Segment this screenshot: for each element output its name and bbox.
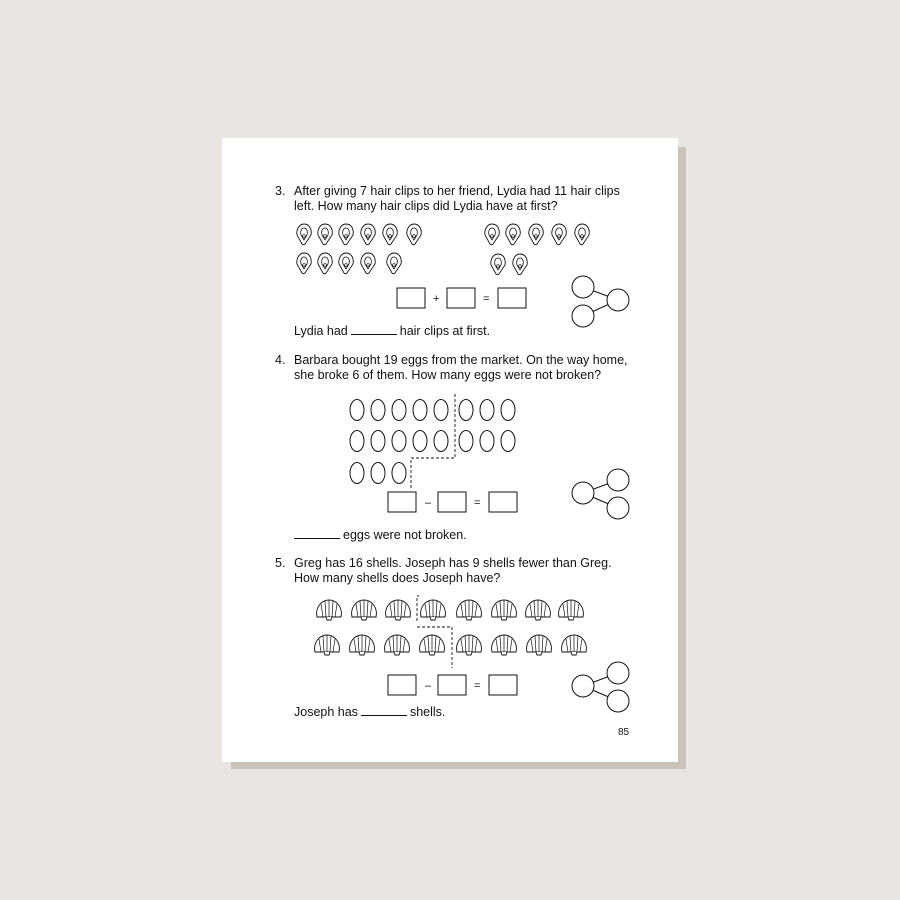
shell-icon bbox=[421, 600, 446, 620]
shell-icon bbox=[352, 600, 377, 620]
shell-icon bbox=[526, 600, 551, 620]
answer-box bbox=[489, 675, 517, 695]
answer-box bbox=[388, 675, 416, 695]
hair-clip-icon bbox=[318, 253, 332, 274]
egg-icon bbox=[434, 400, 448, 421]
hair-clip-icon bbox=[339, 253, 353, 274]
shell-icon bbox=[492, 635, 517, 655]
equals-sign: = bbox=[483, 293, 490, 305]
shell-icon bbox=[315, 635, 340, 655]
shell-icon bbox=[420, 635, 445, 655]
answer-blank[interactable] bbox=[351, 323, 397, 335]
shell-icon bbox=[350, 635, 375, 655]
answer-suffix: eggs were not broken. bbox=[343, 528, 467, 542]
number-bond-diagram bbox=[572, 276, 629, 327]
hair-clip-icon bbox=[339, 224, 353, 245]
minus-sign: – bbox=[425, 680, 432, 692]
hair-clip-icon bbox=[513, 254, 527, 275]
answer-blank[interactable] bbox=[361, 704, 407, 716]
egg-icon bbox=[434, 431, 448, 452]
page-number: 85 bbox=[618, 727, 630, 738]
egg-icon bbox=[413, 431, 427, 452]
egg-icon bbox=[350, 431, 364, 452]
equation-q4 bbox=[388, 492, 517, 512]
egg-icon bbox=[480, 400, 494, 421]
answer-box bbox=[489, 492, 517, 512]
shell-icon bbox=[559, 600, 584, 620]
hair-clip-group-right bbox=[485, 224, 589, 275]
hair-clip-icon bbox=[318, 224, 332, 245]
hair-clip-icon bbox=[297, 253, 311, 274]
egg-icon bbox=[392, 431, 406, 452]
egg-icon bbox=[350, 463, 364, 484]
hair-clip-icon bbox=[529, 224, 543, 245]
answer-blank[interactable] bbox=[294, 527, 340, 539]
hair-clip-icon bbox=[485, 224, 499, 245]
minus-sign: – bbox=[425, 497, 432, 509]
shell-icon bbox=[457, 600, 482, 620]
egg-icon bbox=[371, 431, 385, 452]
answer-line-q4 bbox=[294, 527, 467, 542]
hair-clip-icon bbox=[387, 253, 401, 274]
hair-clip-icon bbox=[361, 224, 375, 245]
egg-group bbox=[350, 400, 515, 484]
shell-icon bbox=[527, 635, 552, 655]
egg-icon bbox=[371, 463, 385, 484]
question-text: Greg has 16 shells. Joseph has 9 shells fewer than Greg. How many shells does Joseph have? bbox=[294, 556, 612, 585]
answer-prefix: Joseph has bbox=[294, 705, 358, 719]
hair-clip-icon bbox=[575, 224, 589, 245]
hair-clip-icon bbox=[361, 253, 375, 274]
answer-box bbox=[388, 492, 416, 512]
worksheet-page bbox=[222, 138, 678, 762]
answer-box bbox=[397, 288, 425, 308]
question-text: Barbara bought 19 eggs from the market. On the way home, she broke 6 of them. How many eggs were not broken? bbox=[294, 353, 628, 382]
hair-clip-icon bbox=[506, 224, 520, 245]
hair-clip-icon bbox=[407, 224, 421, 245]
shell-icon bbox=[562, 635, 587, 655]
answer-suffix: hair clips at first. bbox=[399, 324, 491, 338]
plus-sign: + bbox=[433, 293, 440, 305]
question-number: 4. bbox=[275, 353, 286, 367]
shell-icon bbox=[317, 600, 342, 620]
hair-clip-icon bbox=[383, 224, 397, 245]
hair-clip-icon bbox=[552, 224, 566, 245]
egg-icon bbox=[371, 400, 385, 421]
question-number: 5. bbox=[275, 556, 286, 570]
answer-line-q5 bbox=[294, 704, 445, 719]
equals-sign: = bbox=[474, 680, 481, 692]
answer-prefix: Lydia had bbox=[294, 324, 348, 338]
equation-q5 bbox=[388, 675, 517, 695]
egg-icon bbox=[392, 463, 406, 484]
egg-icon bbox=[413, 400, 427, 421]
egg-icon bbox=[501, 400, 515, 421]
hair-clip-icon bbox=[297, 224, 311, 245]
egg-icon bbox=[350, 400, 364, 421]
answer-suffix: shells. bbox=[409, 705, 446, 719]
egg-icon bbox=[459, 400, 473, 421]
shell-icon bbox=[386, 600, 411, 620]
egg-icon bbox=[459, 431, 473, 452]
shell-icon bbox=[492, 600, 517, 620]
equals-sign: = bbox=[474, 497, 481, 509]
worksheet-illustrations bbox=[222, 138, 678, 762]
hair-clip-group-left bbox=[297, 224, 421, 274]
shell-group bbox=[315, 600, 587, 655]
question-number: 3. bbox=[275, 184, 286, 198]
number-bond-diagram bbox=[572, 469, 629, 519]
answer-box bbox=[447, 288, 475, 308]
answer-box bbox=[498, 288, 526, 308]
number-bond-diagram bbox=[572, 662, 629, 712]
shell-icon bbox=[385, 635, 410, 655]
egg-icon bbox=[501, 431, 515, 452]
egg-icon bbox=[480, 431, 494, 452]
answer-line-q3 bbox=[294, 323, 490, 338]
question-text: After giving 7 hair clips to her friend, Lydia had 11 hair clips left. How many hair clips did Lydia have at first? bbox=[294, 184, 620, 213]
hair-clip-icon bbox=[491, 254, 505, 275]
equation-q3 bbox=[397, 288, 526, 308]
answer-box bbox=[438, 492, 466, 512]
egg-icon bbox=[392, 400, 406, 421]
answer-box bbox=[438, 675, 466, 695]
shell-icon bbox=[457, 635, 482, 655]
